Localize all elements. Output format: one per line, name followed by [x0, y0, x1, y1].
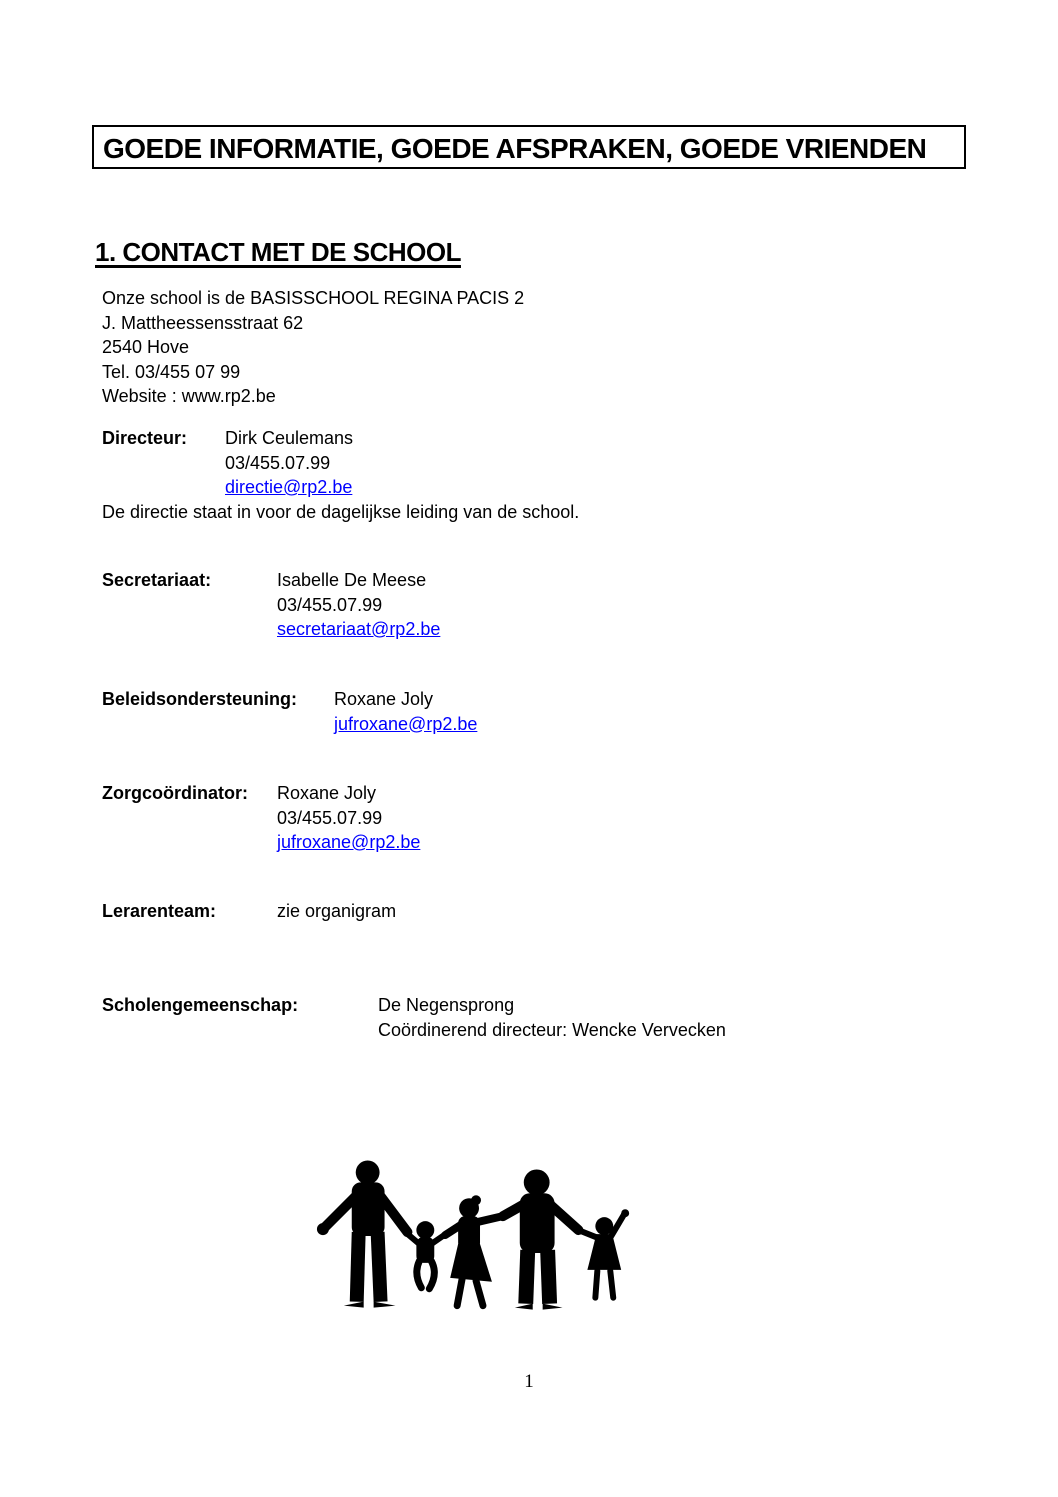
- scholengemeenschap-section: [102, 993, 982, 1042]
- lerarenteam-value: zie organigram: [277, 901, 397, 921]
- banner-title-box: [92, 125, 966, 169]
- zorgcoordinator-phone: 03/455.07.99: [277, 807, 383, 828]
- school-website-line: Website : www.rp2.be: [102, 386, 276, 406]
- beleidsondersteuning-name: Roxane Joly: [334, 689, 434, 709]
- scholengemeenschap-label: Scholengemeenschap:: [102, 995, 299, 1015]
- directeur-phone: 03/455.07.99: [225, 452, 331, 473]
- zorgcoordinator-label: Zorgcoördinator:: [102, 783, 248, 803]
- beleidsondersteuning-email-link[interactable]: jufroxane@rp2.be: [334, 713, 478, 734]
- school-city-line: 2540 Hove: [102, 337, 190, 357]
- figure-father: [317, 1160, 407, 1307]
- directeur-email-link[interactable]: directie@rp2.be: [225, 477, 353, 497]
- school-street-line: J. Mattheessensstraat 62: [102, 312, 304, 333]
- banner-title: GOEDE INFORMATIE, GOEDE AFSPRAKEN, GOEDE VRIENDEN: [103, 133, 927, 164]
- scholengemeenschap-name: De Negensprong: [378, 995, 515, 1015]
- directeur-section: [102, 426, 982, 524]
- school-info-block: [102, 286, 982, 409]
- secretariaat-name: Isabelle De Meese: [277, 570, 427, 590]
- school-phone-line: Tel. 03/455 07 99: [102, 361, 241, 382]
- figure-mother: [445, 1195, 503, 1305]
- lerarenteam-label: Lerarenteam:: [102, 901, 217, 921]
- figure-daughter: [578, 1209, 629, 1297]
- zorgcoordinator-section: [102, 781, 982, 855]
- scholengemeenschap-director: Coördinerend directeur: Wencke Vervecken: [378, 1019, 726, 1040]
- secretariaat-phone: 03/455.07.99: [277, 594, 383, 615]
- section-heading: 1. CONTACT MET DE SCHOOL: [95, 237, 461, 267]
- family-silhouette-image: [308, 1156, 656, 1336]
- directeur-label: Directeur:: [102, 428, 188, 448]
- beleidsondersteuning-section: [102, 687, 982, 736]
- beleidsondersteuning-label: Beleidsondersteuning:: [102, 689, 298, 709]
- school-name-line: Onze school is de BASISSCHOOL REGINA PACIS 2: [102, 288, 525, 308]
- zorgcoordinator-name: Roxane Joly: [277, 783, 377, 803]
- lerarenteam-section: [102, 899, 982, 924]
- secretariaat-section: [102, 568, 982, 642]
- page-number: 1: [524, 1371, 534, 1392]
- figure-second-father: [503, 1169, 579, 1309]
- directeur-note: De directie staat in voor de dagelijkse leiding van de school.: [102, 501, 580, 522]
- secretariaat-label: Secretariaat:: [102, 570, 212, 590]
- directeur-name: Dirk Ceulemans: [225, 428, 354, 448]
- secretariaat-email-link[interactable]: secretariaat@rp2.be: [277, 619, 441, 639]
- zorgcoordinator-email-link[interactable]: jufroxane@rp2.be: [277, 832, 421, 852]
